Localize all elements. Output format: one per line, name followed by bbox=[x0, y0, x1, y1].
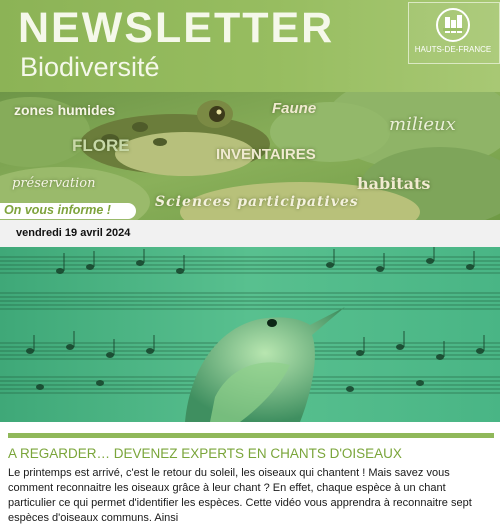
keyword-milieux: milieux bbox=[389, 114, 456, 135]
hero-image[interactable] bbox=[0, 247, 500, 422]
date-bar bbox=[0, 220, 500, 247]
keyword-flore: FLORE bbox=[72, 136, 130, 155]
bird-music-score-illustration bbox=[0, 247, 500, 422]
info-tag bbox=[0, 203, 136, 219]
issue-date: vendredi 19 avril 2024 bbox=[16, 227, 131, 239]
keyword-zones-humides: zones humides bbox=[14, 102, 116, 118]
article-title[interactable]: A REGARDER… DEVENEZ EXPERTS EN CHANTS D'OISEAUX bbox=[8, 446, 402, 461]
keyword-inventaires: INVENTAIRES bbox=[216, 146, 316, 163]
hauts-de-france-emblem-icon bbox=[436, 8, 470, 42]
keyword-faune: Faune bbox=[272, 100, 317, 117]
article-body: Le printemps est arrivé, c'est le retour du soleil, les oiseaux qui chantent ! Mais savez vous comment reconnaitre les oiseaux grâce à leur chant ? En effet, chaque espèce à un chant particulier ce qui permet d'identifier les espèces. Cette vidéo vous apprendra à reconnaitre sept espèces d'oiseaux communs. Ainsi bbox=[8, 467, 472, 524]
keyword-sciences-participatives: Sciences participatives bbox=[155, 194, 359, 210]
keyword-collage bbox=[0, 92, 500, 220]
info-tag-label: On vous informe ! bbox=[4, 203, 111, 217]
region-logo-label: HAUTS-DE-FRANCE bbox=[414, 45, 492, 54]
keyword-habitats: habitats bbox=[357, 174, 431, 193]
keyword-preservation: préservation bbox=[12, 176, 96, 191]
section-divider bbox=[8, 433, 494, 438]
newsletter-title: NEWSLETTER bbox=[18, 4, 335, 52]
newsletter-subtitle: Biodiversité bbox=[20, 52, 160, 82]
